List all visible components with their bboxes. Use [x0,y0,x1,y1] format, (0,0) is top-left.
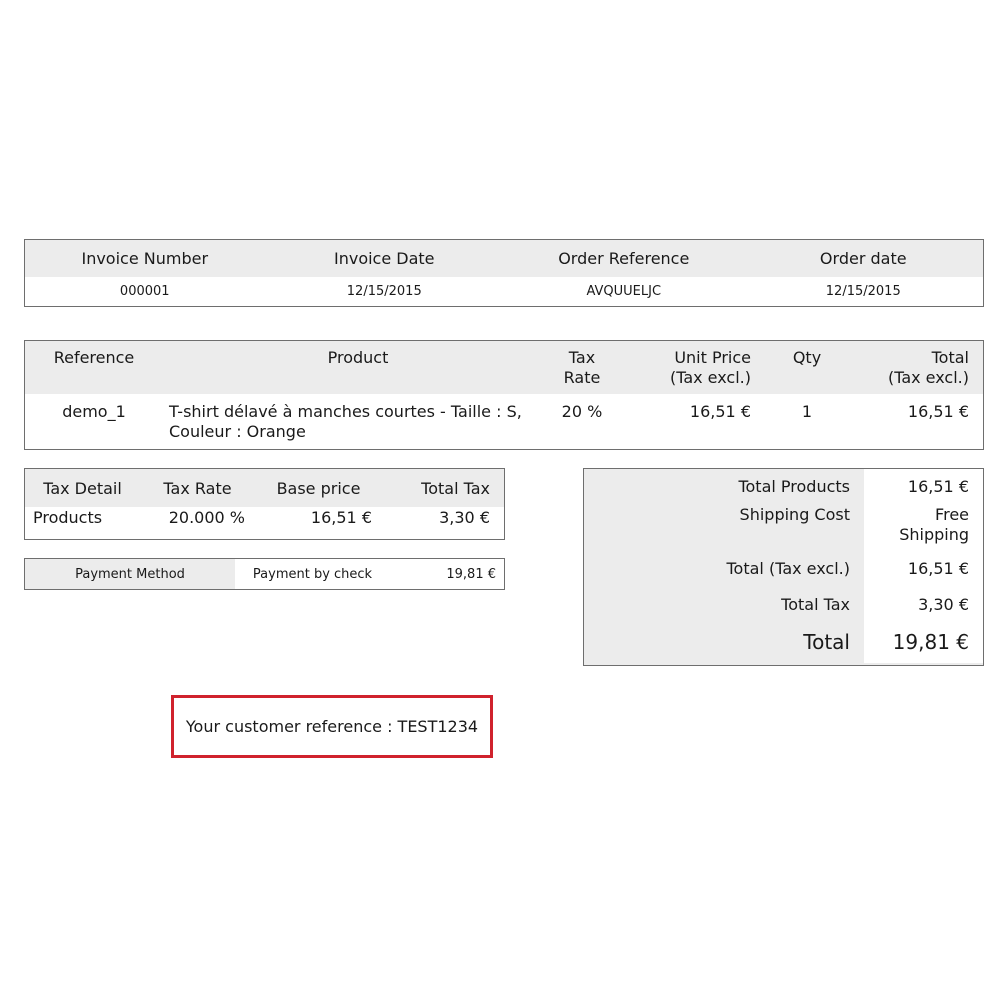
payment-method-value: Payment by check [252,566,373,582]
shipping-value-line1: Free [935,505,969,524]
grand-total-row [584,626,983,663]
base-price-header: Base price [255,469,382,507]
tax-detail-rate-header: Tax Rate [140,469,255,507]
total-products-label: Total Products [738,477,850,496]
order-reference-value: AVQUUELJC [586,284,662,299]
product-header-row [25,341,983,394]
invoice-header-table [24,239,984,307]
grand-total-value: 19,81 € [864,626,983,663]
tax-detail-table [24,468,505,540]
total-excl-value: 16,51 € [864,558,983,594]
tax-detail-base: 16,51 € [310,508,372,527]
product-name [163,394,553,443]
product-unit-price: 16,51 € [689,402,751,421]
shipping-value [864,504,983,558]
invoice-number-header: Invoice Number [25,240,265,277]
total-excl-label: Total (Tax excl.) [726,559,850,578]
order-date-header: Order date [744,240,984,277]
total-header [833,341,983,394]
order-date-value: 12/15/2015 [825,284,901,299]
tax-rate-header-line2: Rate [563,368,601,387]
tax-rate-header [553,341,611,394]
product-total: 16,51 € [907,402,969,421]
table-row [25,507,504,541]
payment-method-label: Payment Method [25,559,235,589]
total-excl-row [584,558,983,594]
unit-price-header-line1: Unit Price [674,348,751,367]
product-header: Product [163,341,553,394]
tax-detail-rate: 20.000 % [168,508,245,527]
shipping-label: Shipping Cost [739,505,850,524]
total-tax-header: Total Tax [382,469,504,507]
tax-detail-total: 3,30 € [439,508,490,527]
total-products-row [584,469,983,504]
table-row [25,394,983,443]
tax-detail-header-row [25,469,504,507]
payment-amount: 19,81 € [446,566,496,582]
product-tax-rate: 20 % [561,402,603,421]
total-products-value: 16,51 € [864,469,983,504]
invoice-values-row [25,277,983,306]
tax-detail-header: Tax Detail [25,469,140,507]
product-table [24,340,984,450]
customer-reference-text: Your customer reference : TEST1234 [185,717,479,736]
invoice-header-row [25,240,983,277]
total-tax-row [584,594,983,626]
qty-header: Qty [781,341,833,394]
payment-row [25,559,504,589]
product-qty: 1 [801,402,813,421]
total-header-line2: (Tax excl.) [887,368,969,387]
payment-method-table [24,558,505,590]
reference-header: Reference [25,341,163,394]
product-reference: demo_1 [62,402,126,421]
invoice-date-value: 12/15/2015 [346,284,422,299]
customer-reference-box [171,695,493,758]
invoice-number-value: 000001 [119,284,170,299]
grand-total-label: Total [803,630,850,654]
shipping-value-line2: Shipping [899,525,969,544]
tax-rate-header-line1: Tax [568,348,596,367]
unit-price-header [611,341,781,394]
order-reference-header: Order Reference [504,240,744,277]
invoice-date-header: Invoice Date [265,240,505,277]
tax-detail-label: Products [33,508,103,527]
shipping-row [584,504,983,558]
unit-price-header-line2: (Tax excl.) [669,368,751,387]
product-name-line1: T-shirt délavé à manches courtes - Taille : S, [169,402,522,421]
product-name-line2: Couleur : Orange [169,422,306,441]
total-header-line1: Total [931,348,969,367]
total-tax-value: 3,30 € [864,594,983,626]
totals-table [583,468,984,666]
total-tax-label: Total Tax [781,595,850,614]
